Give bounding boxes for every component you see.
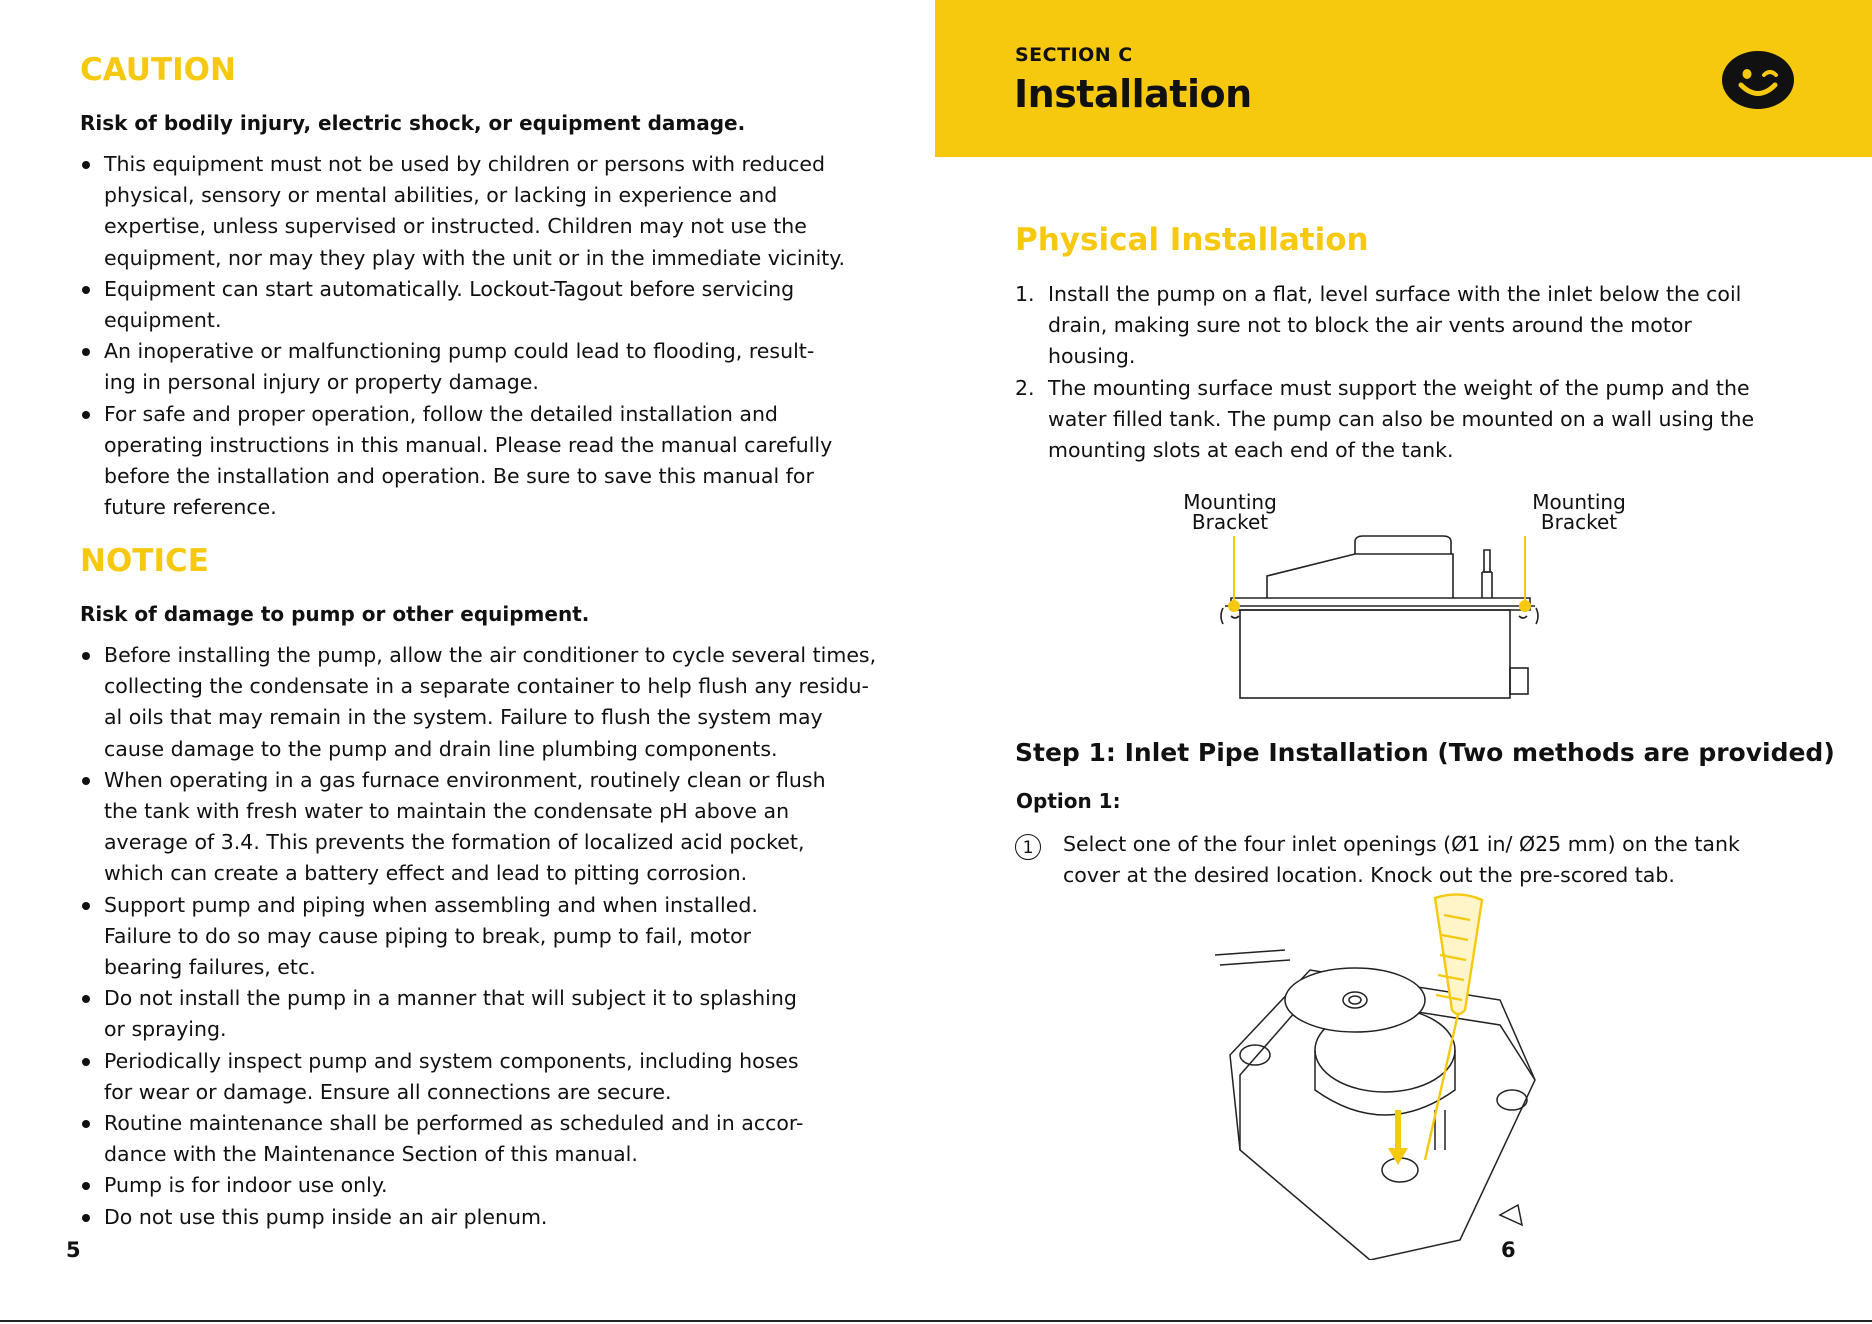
section-banner (935, 0, 1872, 157)
pump-side-view-diagram (1205, 528, 1565, 703)
section-label: SECTION C (1015, 44, 1133, 66)
notice-bullet: Do not install the pump in a manner that will subject it to splashing or spraying. (80, 983, 900, 1045)
physical-installation-heading: Physical Installation (1015, 222, 1369, 258)
bullet-dot-icon (82, 902, 90, 910)
section-title: Installation (1014, 72, 1252, 116)
left-page (0, 0, 935, 1324)
step-1-heading: Step 1: Inlet Pipe Installation (Two methods are provided) (1015, 738, 1835, 767)
installation-steps (1015, 279, 1815, 466)
option-1-instruction: Select one of the four inlet openings (Ø1 in/ Ø25 mm) on the tank cover at the desired location. Knock out the pre-scored tab. (1063, 832, 1740, 888)
notice-bullet: Support pump and piping when assembling and when installed. Failure to do so may cause piping to break, pump to fail, motor bearing failures, etc. (80, 890, 900, 984)
caution-heading: CAUTION (80, 52, 236, 88)
installation-step: 1. Install the pump on a flat, level surface with the inlet below the coil drain, making sure not to block the air vents around the motor housing. (1015, 282, 1742, 369)
caution-risk-line: Risk of bodily injury, electric shock, or equipment damage. (80, 111, 746, 135)
bullet-dot-icon (82, 286, 90, 294)
mounting-bracket-callout-left: Mounting Bracket (1183, 490, 1277, 534)
option-step-number-badge: 1 (1015, 834, 1041, 860)
page-number-left: 5 (66, 1238, 81, 1262)
bullet-dot-icon (82, 411, 90, 419)
bullet-dot-icon (82, 777, 90, 785)
bullet-dot-icon (82, 1058, 90, 1066)
smiley-wink-icon (1721, 50, 1795, 110)
notice-bullet: Periodically inspect pump and system components, including hoses for wear or damage. Ensure all connections are secure. (80, 1046, 900, 1108)
pump-knockout-diagram (1200, 890, 1555, 1260)
right-page (935, 0, 1872, 1324)
notice-bullet: Routine maintenance shall be performed as scheduled and in accor- dance with the Maintenance Section of this manual. (80, 1108, 900, 1170)
bullet-dot-icon (82, 348, 90, 356)
caution-bullet: This equipment must not be used by children or persons with reduced physical, sensory or mental abilities, or lacking in experience and expertise, unless supervised or instructed. Children may not use the equipment, nor may they play with the unit or in the immediate vicinity. (80, 149, 900, 274)
caution-bullet: For safe and proper operation, follow the detailed installation and operating instructions in this manual. Please read the manual carefully before the installation and operation. Be sure to save this manual for future reference. (80, 399, 900, 524)
bullet-dot-icon (82, 1214, 90, 1222)
page-number-right: 6 (1501, 1238, 1516, 1262)
caution-bullet-list (80, 149, 900, 523)
caution-bullet: An inoperative or malfunctioning pump could lead to flooding, result- ing in personal injury or property damage. (80, 336, 900, 398)
installation-step: 2. The mounting surface must support the weight of the pump and the water filled tank. The pump can also be mounted on a wall using the mounting slots at each end of the tank. (1015, 375, 1755, 463)
bullet-dot-icon (82, 1120, 90, 1128)
notice-bullet-list (80, 640, 900, 1233)
notice-bullet: When operating in a gas furnace environment, routinely clean or flush the tank with fresh water to maintain the condensate pH above an average of 3.4. This prevents the formation of localized acid pocket, which can create a battery effect and lead to pitting corrosion. (80, 765, 900, 890)
mounting-bracket-callout-right: Mounting Bracket (1532, 490, 1626, 534)
notice-bullet: Before installing the pump, allow the air conditioner to cycle several times, collecting the condensate in a separate container to help flush any residu- al oils that may remain in the system. Failure to flush the system may cause damage to the pump and drain line plumbing components. (80, 640, 900, 765)
option-1-label: Option 1: (1016, 789, 1121, 813)
bullet-dot-icon (82, 652, 90, 660)
notice-bullet: Pump is for indoor use only. (80, 1170, 900, 1201)
notice-bullet: Do not use this pump inside an air plenum. (80, 1202, 900, 1233)
bullet-dot-icon (82, 995, 90, 1003)
notice-heading: NOTICE (80, 543, 209, 579)
notice-risk-line: Risk of damage to pump or other equipment. (80, 602, 590, 626)
bullet-dot-icon (82, 161, 90, 169)
caution-bullet: Equipment can start automatically. Lockout-Tagout before servicing equipment. (80, 274, 900, 336)
bullet-dot-icon (82, 1182, 90, 1190)
bottom-rule (0, 1320, 1872, 1322)
